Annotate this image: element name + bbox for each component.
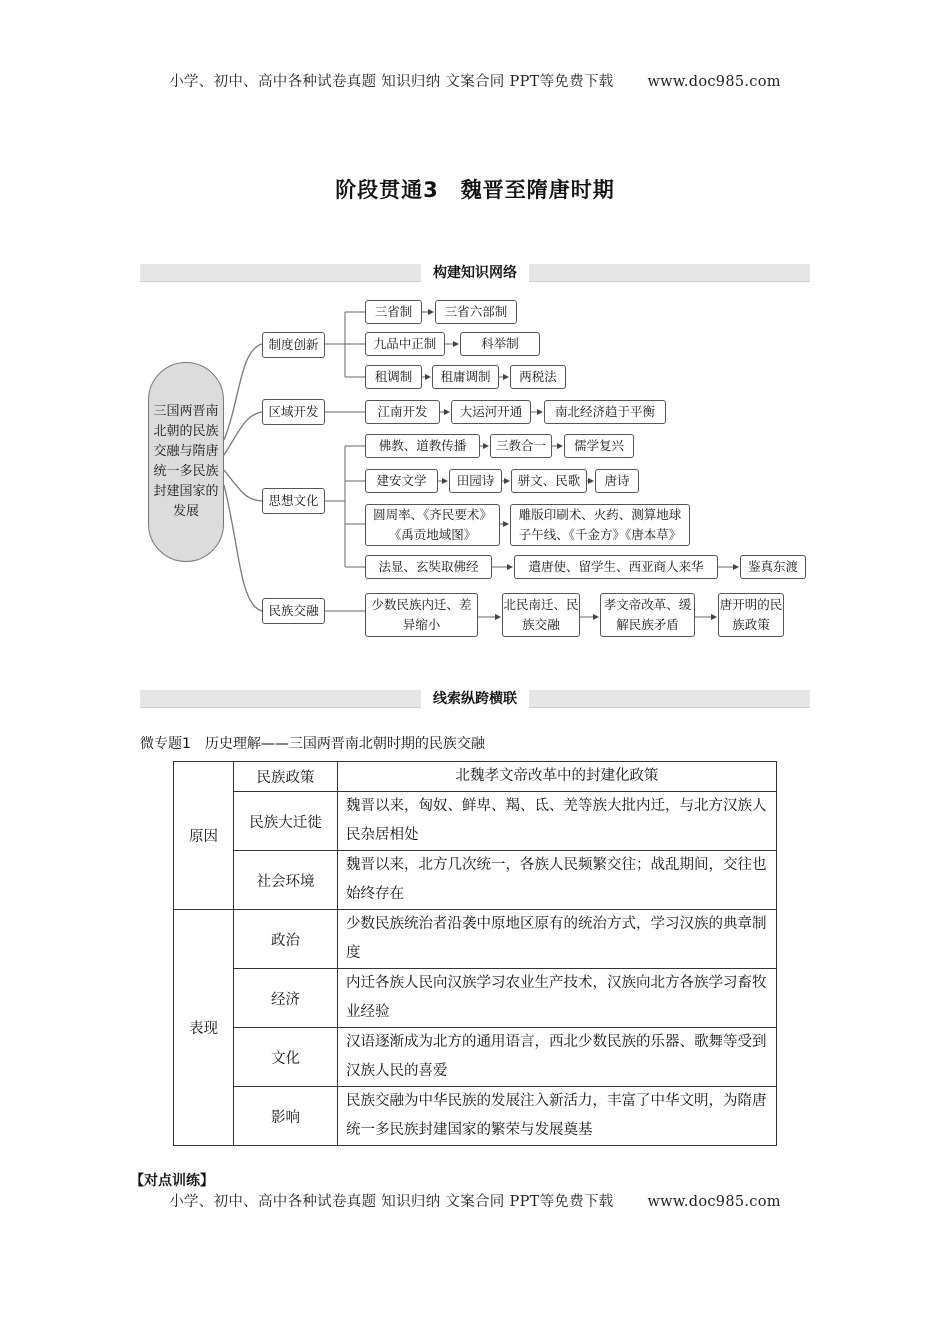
row-value: 少数民族统治者沿袭中原地区原有的统治方式，学习汉族的典章制度 bbox=[338, 910, 777, 969]
node: 儒学复兴 bbox=[564, 434, 634, 458]
node: 南北经济趋于平衡 bbox=[544, 400, 666, 424]
node: 九品中正制 bbox=[365, 332, 445, 356]
node: 遣唐使、留学生、西亚商人来华 bbox=[514, 555, 718, 579]
node: 江南开发 bbox=[365, 400, 440, 424]
node: 骈文、民歌 bbox=[511, 469, 587, 493]
table-row bbox=[174, 1028, 777, 1087]
subtopic-title: 微专题1 历史理解——三国两晋南北朝时期的民族交融 bbox=[140, 736, 485, 752]
mindmap-root: 三国两晋南北朝的民族交融与隋唐统一多民族封建国家的发展 bbox=[148, 362, 224, 562]
node: 田园诗 bbox=[449, 469, 502, 493]
table-row bbox=[174, 851, 777, 910]
node: 鉴真东渡 bbox=[740, 555, 806, 579]
node: 三省六部制 bbox=[435, 300, 517, 324]
branch-ethnic: 民族交融 bbox=[262, 598, 325, 624]
table-row bbox=[174, 762, 777, 792]
section-bar-clues bbox=[140, 690, 810, 708]
branch-institution: 制度创新 bbox=[262, 332, 325, 358]
table-row bbox=[174, 1087, 777, 1146]
page-title: 阶段贯通3 魏晋至隋唐时期 bbox=[335, 178, 615, 202]
page-header bbox=[0, 70, 950, 91]
row-key: 民族政策 bbox=[234, 762, 338, 792]
row-key: 影响 bbox=[234, 1087, 338, 1146]
row-key: 民族大迁徙 bbox=[234, 792, 338, 851]
row-key: 政治 bbox=[234, 910, 338, 969]
node: 少数民族内迁、差异缩小 bbox=[365, 593, 478, 637]
row-value: 民族交融为中华民族的发展注入新活力，丰富了中华文明，为隋唐统一多民族封建国家的繁荣与发展奠基 bbox=[338, 1087, 777, 1146]
node: 唐开明的民族政策 bbox=[718, 593, 784, 637]
section-bar-network bbox=[140, 264, 810, 282]
row-key: 社会环境 bbox=[234, 851, 338, 910]
section-label-network: 构建知识网络 bbox=[421, 262, 529, 284]
row-value: 魏晋以来，北方几次统一，各族人民频繁交往；战乱期间，交往也始终存在 bbox=[338, 851, 777, 910]
footer-site[interactable]: www.doc985.com bbox=[647, 1194, 781, 1210]
page-footer bbox=[0, 1190, 950, 1211]
node: 三教合一 bbox=[490, 434, 552, 458]
node: 建安文学 bbox=[365, 469, 438, 493]
table-row bbox=[174, 792, 777, 851]
group-manifestation: 表现 bbox=[174, 910, 234, 1146]
row-key: 文化 bbox=[234, 1028, 338, 1087]
node: 三省制 bbox=[365, 300, 422, 324]
node: 雕版印刷术、火药、测算地球子午线、《千金方》《唐本草》 bbox=[510, 504, 690, 546]
row-key: 经济 bbox=[234, 969, 338, 1028]
row-value: 内迁各族人民向汉族学习农业生产技术，汉族向北方各族学习畜牧业经验 bbox=[338, 969, 777, 1028]
node: 孝文帝改革、缓解民族矛盾 bbox=[600, 593, 695, 637]
table-row bbox=[174, 969, 777, 1028]
node: 圆周率、《齐民要术》《禹贡地域图》 bbox=[365, 504, 500, 546]
node: 北民南迁、民族交融 bbox=[502, 593, 580, 637]
practice-heading: 【对点训练】 bbox=[130, 1173, 214, 1189]
footer-slogan: 小学、初中、高中各种试卷真题 知识归纳 文案合同 PPT等免费下载 bbox=[169, 1194, 614, 1210]
node: 大运河开通 bbox=[451, 400, 531, 424]
row-value: 汉语逐渐成为北方的通用语言，西北少数民族的乐器、歌舞等受到汉族人民的喜爱 bbox=[338, 1028, 777, 1087]
table-row bbox=[174, 910, 777, 969]
branch-region: 区域开发 bbox=[262, 399, 325, 425]
group-cause: 原因 bbox=[174, 762, 234, 910]
row-value: 北魏孝文帝改革中的封建化政策 bbox=[338, 762, 777, 792]
node: 法显、玄奘取佛经 bbox=[365, 555, 492, 579]
node: 租庸调制 bbox=[432, 365, 499, 389]
row-value: 魏晋以来，匈奴、鲜卑、羯、氐、羌等族大批内迁，与北方汉族人民杂居相处 bbox=[338, 792, 777, 851]
node: 唐诗 bbox=[595, 469, 639, 493]
branch-culture: 思想文化 bbox=[262, 488, 325, 514]
node: 租调制 bbox=[365, 365, 422, 389]
node: 佛教、道教传播 bbox=[365, 434, 480, 458]
node: 科举制 bbox=[460, 332, 540, 356]
header-site[interactable]: www.doc985.com bbox=[647, 74, 781, 90]
header-slogan: 小学、初中、高中各种试卷真题 知识归纳 文案合同 PPT等免费下载 bbox=[169, 74, 614, 90]
section-label-clues: 线索纵跨横联 bbox=[421, 688, 529, 710]
ethnic-fusion-table bbox=[173, 761, 777, 1146]
node: 两税法 bbox=[510, 365, 566, 389]
